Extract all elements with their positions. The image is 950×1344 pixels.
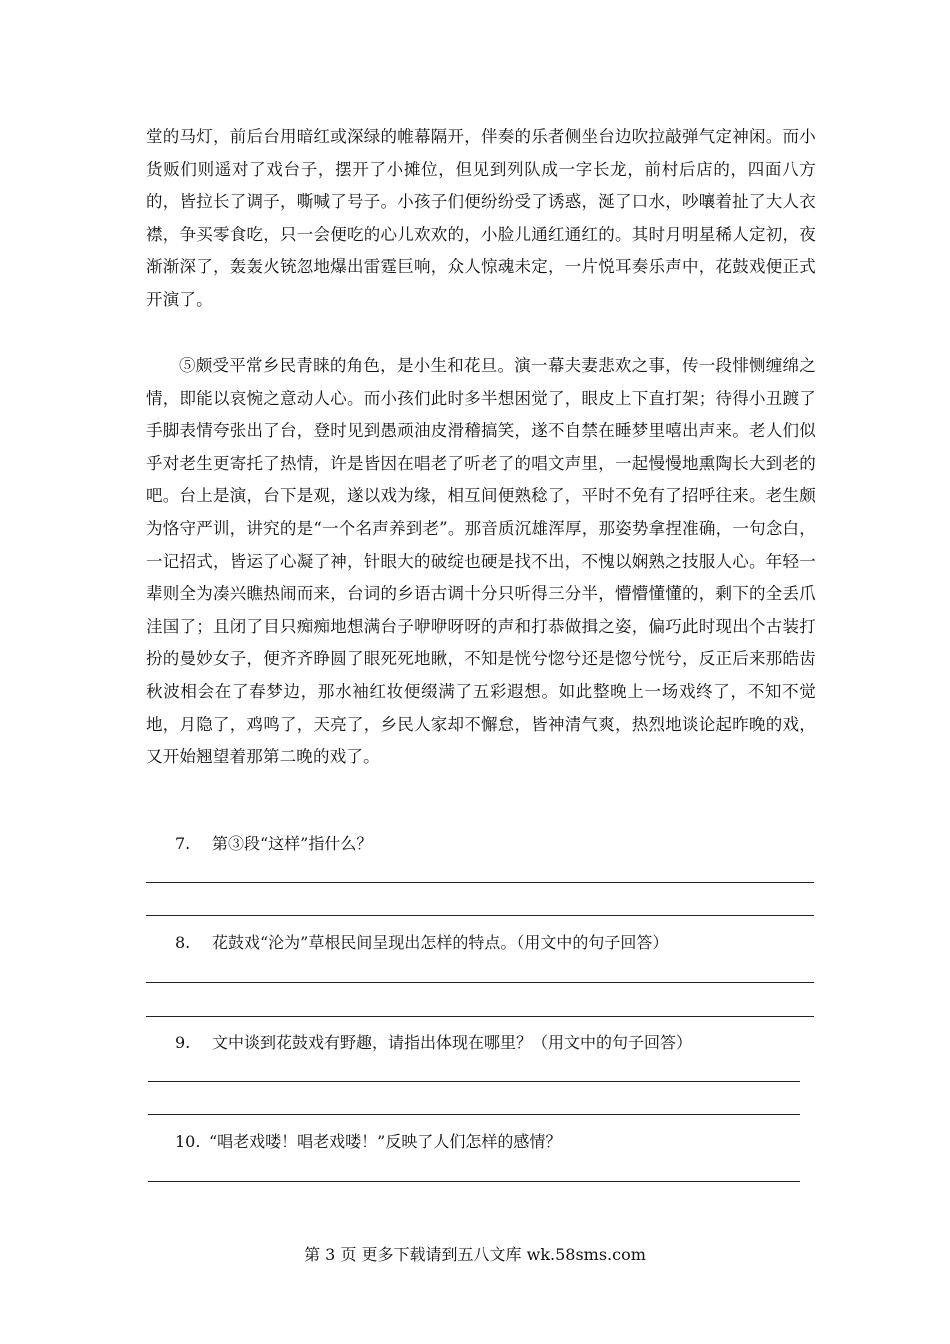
page-footer: 第 3 页 更多下载请到五八文库 wk.58sms.com [304,1245,646,1264]
answer-line [146,882,814,883]
question-number: 7. [175,834,191,853]
question-text: 文中谈到花鼓戏有野趣，请指出体现在哪里？（用文中的句子回答） [212,1033,693,1052]
answer-line [148,1181,800,1182]
question-text: 花鼓戏“沦为”草根民间呈现出怎样的特点。（用文中的句子回答） [212,933,669,952]
question-8 [175,931,668,955]
answer-line [146,915,814,916]
answer-line [146,982,814,983]
question-text: “唱老戏喽！唱老戏喽！”反映了人们怎样的感情？ [209,1132,562,1151]
passage-paragraph-1: 堂的马灯，前后台用暗红或深绿的帷幕隔开，伴奏的乐者侧坐台边吹拉敲弹气定神闲。而小货贩们则遥对了戏台子，摆开了小摊位，但见到列队成一字长龙，前村后店的，四面八方的，皆拉长了调子，嘶喊了号子。小孩子们便纷纷受了诱惑，涎了口水，吵嚷着扯了大人衣襟，争买零食吃，只一会便吃的心儿欢欢的，小脸儿通红通红的。其时月明星稀人定初，夜渐渐深了，轰轰火铳忽地爆出雷霆巨响，众人惊魂未定，一片悦耳奏乐声中，花鼓戏便正式开演了。 [146,127,816,309]
answer-line [146,1016,814,1017]
passage-paragraph-2: ⑤颇受平常乡民青睐的角色，是小生和花旦。演一幕夫妻悲欢之事，传一段悱恻缠绵之情，即能以哀惋之意动人心。而小孩们此时多半想困觉了，眼皮上下直打架；待得小丑踱了手脚表情夸张出了台，登时见到愚顽油皮滑稽搞笑，遂不自禁在睡梦里嘻出声来。老人们似乎对老生更寄托了热情，许是皆因在唱老了听老了的唱文声里，一起慢慢地熏陶长大到老的吧。台上是演，台下是观，遂以戏为缘，相互间便熟稔了，平时不免有了招呼往来。老生颇为恪守严训，讲究的是“一个名声养到老”。那音质沉雄浑厚，那姿势拿捏准确，一句念白，一记招式，皆运了心凝了神，针眼大的破绽也硬是找不出，不愧以娴熟之技服人心。年轻一辈则全为凑兴瞧热闹而来，台词的乡语古调十分只听得三分半，懵懵懂懂的，剩下的全丢爪洼国了；且闭了目只痴痴地想满台子咿咿呀呀的声和打恭做揖之姿，偏巧此时现出个古装打扮的曼妙女子，便齐齐睁圆了眼死死地瞅，不知是恍兮惚兮还是惚兮恍兮，反正后来那皓齿秋波相会在了春梦边，那水袖红妆便缀满了五彩遐想。如此整晚上一场戏终了，不知不觉地，月隐了，鸡鸣了，天亮了，乡民人家却不懈怠，皆神清气爽，热烈地谈论起昨晚的戏，又开始翘望着那第二晚的戏了。 [146,356,816,767]
question-text: 第③段“这样”指什么？ [212,834,373,853]
question-number: 8. [175,933,191,952]
question-7 [175,832,372,856]
answer-line [148,1081,800,1082]
question-9 [175,1031,692,1055]
question-number: 10. [175,1132,201,1151]
question-number: 9. [175,1033,191,1052]
question-10 [175,1130,561,1154]
answer-line [148,1114,800,1115]
